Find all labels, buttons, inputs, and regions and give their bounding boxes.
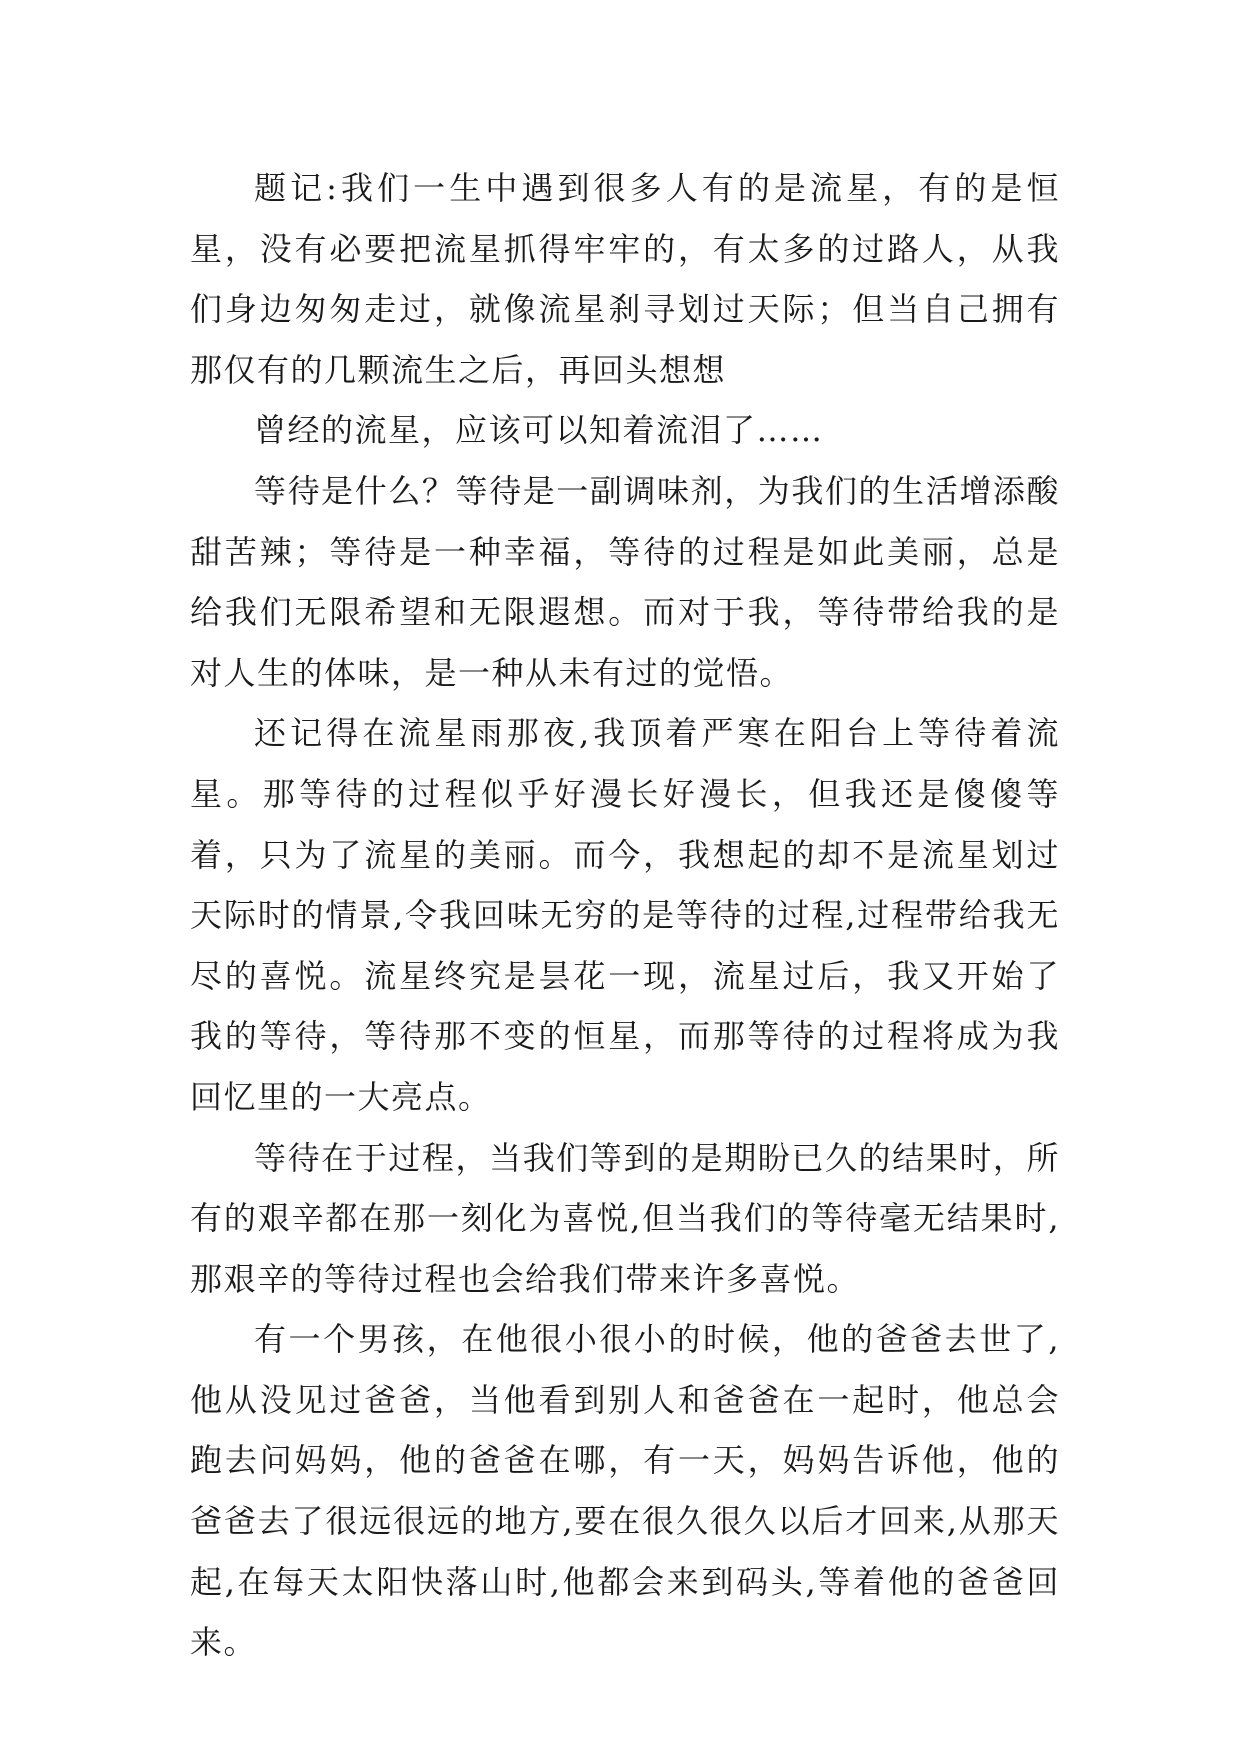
paragraph-what-is-waiting: 等待是什么？等待是一副调味剂，为我们的生活增添酸甜苦辣；等待是一种幸福，等待的过程是如此美丽，总是给我们无限希望和无限遐想。而对于我，等待带给我的是对人生的体味，是一种从未有过的觉悟。 bbox=[190, 471, 1060, 692]
paragraph-waiting-process: 等待在于过程，当我们等到的是期盼已久的结果时，所有的艰辛都在那一刻化为喜悦,但当我们的等待毫无结果时,那艰辛的等待过程也会给我们带来许多喜悦。 bbox=[190, 1138, 1060, 1298]
document-body bbox=[190, 158, 1060, 1673]
paragraph-boy-story: 有一个男孩，在他很小很小的时候，他的爸爸去世了,他从没见过爸爸，当他看到别人和爸爸在一起时，他总会跑去问妈妈，他的爸爸在哪，有一天，妈妈告诉他，他的爸爸去了很远很远的地方,要在很久很久以后才回来,从那天起,在每天太阳快落山时,他都会来到码头,等着他的爸爸回来。 bbox=[190, 1320, 1060, 1662]
paragraph-epigraph-end: 曾经的流星，应该可以知着流泪了…… bbox=[254, 411, 824, 450]
paragraph-meteor-night: 还记得在流星雨那夜,我顶着严寒在阳台上等待着流星。那等待的过程似乎好漫长好漫长，但我还是傻傻等着，只为了流星的美丽。而今，我想起的却不是流星划过天际时的情景,令我回味无穷的是等待的过程,过程带给我无尽的喜悦。流星终究是昙花一现，流星过后，我又开始了我的等待，等待那不变的恒星，而那等待的过程将成为我回忆里的一大亮点。 bbox=[190, 714, 1060, 1116]
paragraph-epigraph: 题记:我们一生中遇到很多人有的是流星，有的是恒星，没有必要把流星抓得牢牢的，有太多的过路人，从我们身边匆匆走过，就像流星刹寻划过天际；但当自己拥有那仅有的几颗流生之后，再回头想想 bbox=[190, 169, 1060, 389]
